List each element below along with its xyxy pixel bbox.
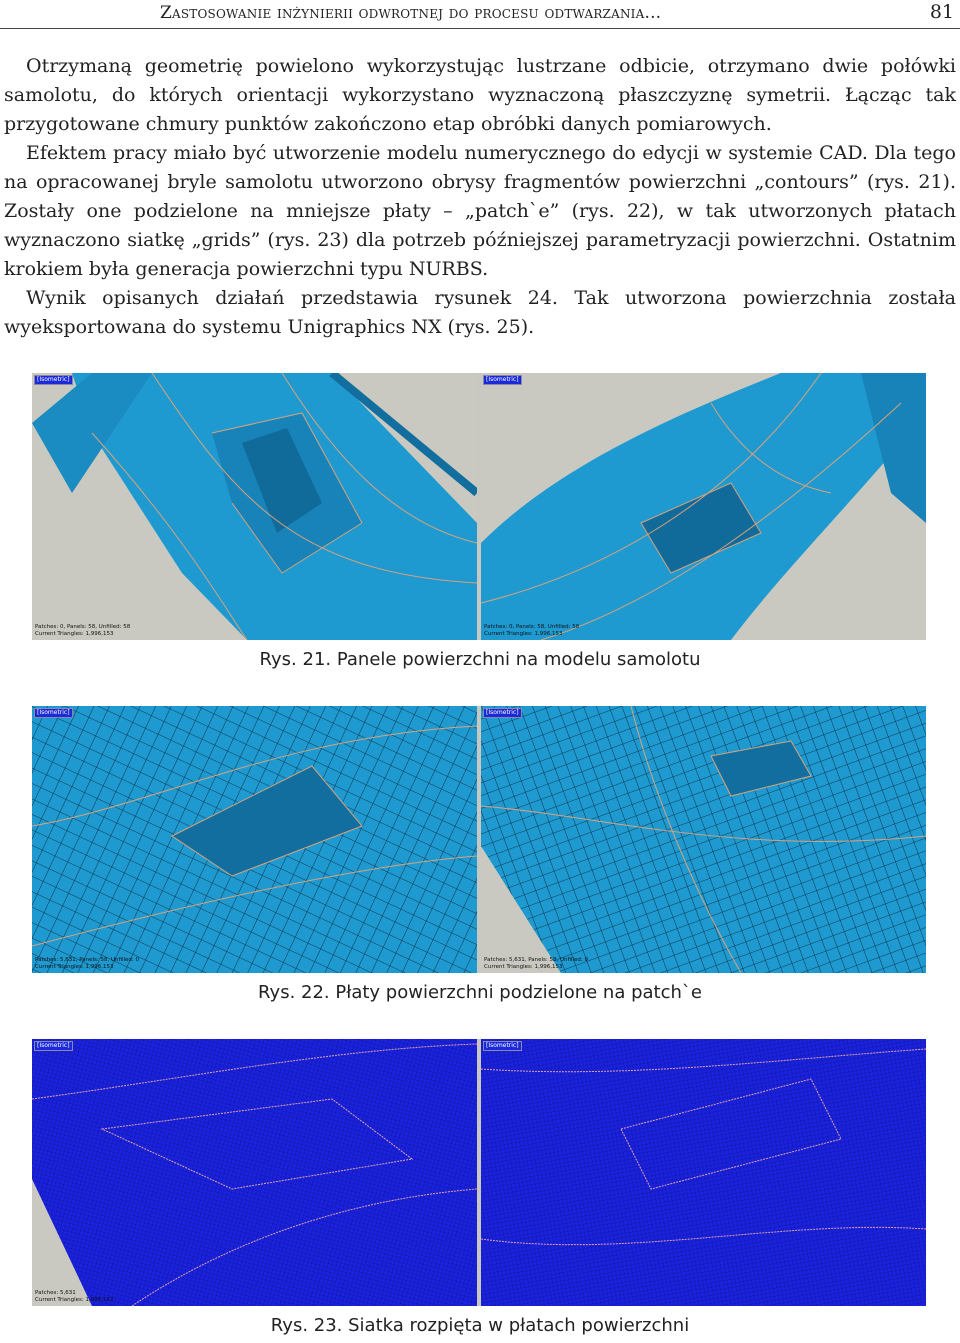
aircraft-model-render: [32, 373, 477, 640]
figure-22-left-viewport: [32, 706, 477, 973]
aircraft-model-render: [481, 373, 926, 640]
status-readout: Patches: 0, Panels: 58, Unfilled: 58 Current Triangles: 1,996,153: [484, 624, 580, 637]
running-title: Zastosowanie inżynierii odwrotnej do procesu odtwarzania...: [160, 3, 662, 23]
figure-21-caption: Rys. 21. Panele powierzchni na modelu samolotu: [259, 649, 701, 670]
view-label: [Isometric]: [34, 1041, 73, 1051]
figure-23-left-viewport: [32, 1039, 477, 1306]
figure-21-image: [32, 373, 926, 640]
status-readout: Patches: 5,631 Current Triangles: 1,996,153: [35, 1290, 114, 1303]
aircraft-grid-render: [481, 1039, 926, 1306]
body-text: [4, 52, 956, 342]
figure-23-caption: Rys. 23. Siatka rozpięta w płatach powierzchni: [270, 1315, 690, 1336]
aircraft-patch-render: [481, 706, 926, 973]
status-readout: Patches: 5,631, Panels: 58, Unfilled: 0 Current Triangles: 1,996,153: [484, 957, 589, 970]
figure-21-right-viewport: [481, 373, 926, 640]
aircraft-patch-render: [32, 706, 477, 973]
figure-23-right-viewport: [481, 1039, 926, 1306]
figure-22-caption: Rys. 22. Płaty powierzchni podzielone na patch`e: [258, 982, 702, 1003]
aircraft-grid-render: [32, 1039, 477, 1306]
paragraph: Efektem pracy miało być utworzenie modelu numerycznego do edycji w systemie CAD. Dla tego na opracowanej bryle samolotu utworzono obrysy fragmentów powierzchni „contours” (rys. 21). Zostały one podzielone na mniejsze płaty – „patch`e” (rys. 22), w tak utworzonych płatach wyznaczono siatkę „grids” (rys. 23) dla potrzeb późniejszej parametryzacji powierzchni. Ostatnim krokiem była generacja powierzchni typu NURBS.: [4, 142, 956, 280]
figure-22-image: [32, 706, 926, 973]
paragraph: Otrzymaną geometrię powielono wykorzystując lustrzane odbicie, otrzymano dwie połówki samolotu, do których orientacji wykorzystano wyznaczoną płaszczyznę symetrii. Łącząc tak przygotowane chmury punktów zakończono etap obróbki danych pomiarowych.: [4, 55, 956, 135]
view-label: [Isometric]: [483, 708, 522, 718]
status-readout: Patches: 0, Panels: 58, Unfilled: 58 Current Triangles: 1,996,153: [35, 624, 131, 637]
status-readout: Patches: 5,631, Panels: 58, Unfilled: 0 Current Triangles: 1,996,153: [35, 957, 140, 970]
figure-22-right-viewport: [481, 706, 926, 973]
view-label: [Isometric]: [483, 375, 522, 385]
page-header: [0, 0, 960, 29]
page-number: 81: [929, 1, 954, 23]
view-label: [Isometric]: [34, 708, 73, 718]
figure-21-left-viewport: [32, 373, 477, 640]
paragraph: Wynik opisanych działań przedstawia rysunek 24. Tak utworzona powierzchnia została wyeksportowana do systemu Unigraphics NX (rys. 25).: [4, 287, 956, 338]
figure-23-image: [32, 1039, 926, 1306]
view-label: [Isometric]: [34, 375, 73, 385]
view-label: [Isometric]: [483, 1041, 522, 1051]
